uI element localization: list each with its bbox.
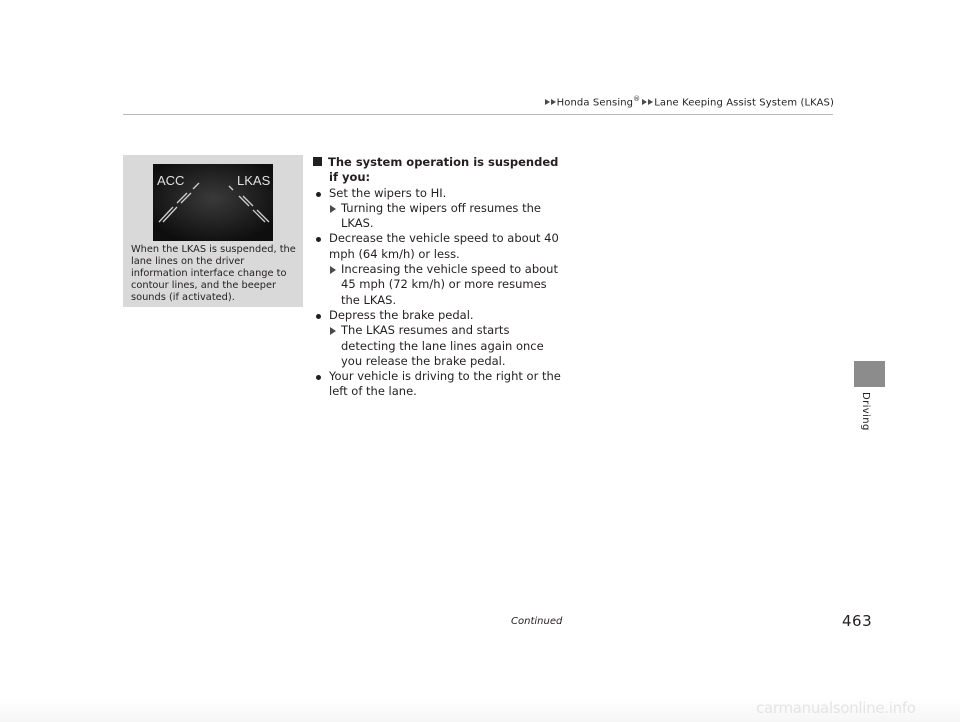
list-item	[313, 231, 563, 262]
list-item-sub	[313, 201, 563, 232]
bullet-icon	[316, 375, 321, 380]
breadcrumb-section: Honda Sensing	[556, 97, 634, 109]
section-heading	[313, 155, 563, 186]
arrow-icon	[330, 266, 336, 274]
list-item-sub-text: The LKAS resumes and starts detecting the lane lines again once you release the brake pedal.	[341, 323, 544, 368]
list-item-sub	[313, 323, 563, 369]
lkas-indicator: LKAS	[237, 173, 271, 188]
main-content	[313, 155, 563, 400]
page-number: 463	[842, 612, 873, 630]
list-item-sub	[313, 262, 563, 308]
arrow-icon	[642, 99, 647, 105]
list-item-text: Depress the brake pedal.	[329, 307, 474, 322]
bullet-icon	[316, 192, 321, 197]
acc-indicator: ACC	[157, 173, 185, 188]
arrow-icon	[330, 205, 336, 213]
chapter-label: Driving	[860, 392, 871, 431]
list-item-sub-text: Increasing the vehicle speed to about 45 mph (72 km/h) or more resumes the LKAS.	[341, 262, 558, 307]
header-rule	[123, 114, 833, 115]
arrow-icon	[648, 99, 653, 105]
list-item-text: Decrease the vehicle speed to about 40 mph (64 km/h) or less.	[329, 231, 559, 261]
list-item	[313, 369, 563, 400]
list-item-text: Set the wipers to HI.	[329, 185, 447, 200]
list-item-sub-text: Turning the wipers off resumes the LKAS.	[341, 200, 541, 231]
chapter-tab	[854, 361, 885, 387]
square-bullet-icon	[313, 157, 322, 166]
watermark-band	[0, 697, 960, 722]
breadcrumb	[545, 95, 834, 108]
registered-mark: ®	[633, 95, 641, 103]
bullet-icon	[316, 314, 321, 319]
arrow-icon	[551, 99, 556, 105]
continued-label: Continued	[511, 616, 563, 627]
breadcrumb-subsection: Lane Keeping Assist System (LKAS)	[654, 97, 834, 109]
list-item-text: Your vehicle is driving to the right or the left of the lane.	[329, 369, 561, 399]
section-heading-text: The system operation is suspended if you:	[328, 155, 559, 185]
list-item	[313, 186, 563, 201]
bullet-icon	[316, 237, 321, 242]
arrow-icon	[545, 99, 550, 105]
note-caption: When the LKAS is suspended, the lane lines on the driver information interface change to contour lines, and the beeper sounds (if activated).	[131, 244, 296, 303]
lkas-display-image	[153, 164, 273, 241]
arrow-icon	[330, 327, 336, 335]
watermark-text: carmanualsonline.info	[756, 699, 916, 717]
list-item	[313, 308, 563, 323]
